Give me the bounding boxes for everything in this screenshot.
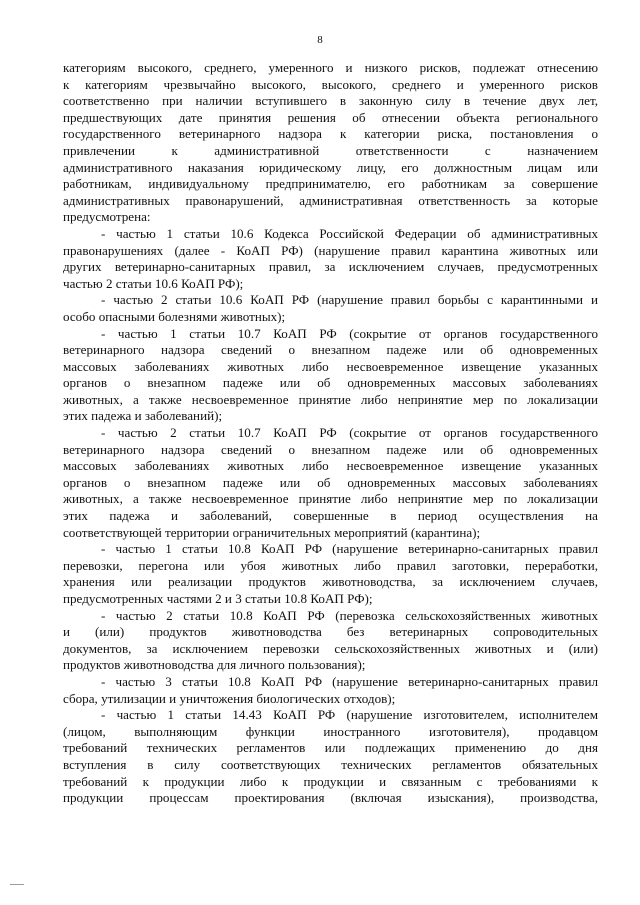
paragraph-line: предшествующих дате принятия решения об отнесении объекта регионального [63,109,598,125]
paragraph-line: соответственно при наличии вступившего в законную силу в течение двух лет, [63,93,598,109]
document-body [63,60,598,807]
list-item-line: правонарушениях (далее - КоАП РФ) (нарушение правил карантина животных или [63,242,598,258]
scan-mark [10,884,24,885]
list-item-line: - частью 2 статьи 10.8 КоАП РФ (перевозка сельскохозяйственных животных [101,607,598,623]
list-item-line: продуктов животноводства для личного пользования); [63,657,366,673]
list-item-line: (лицом, выполняющим функции иностранного изготовителя), продавцом [63,723,598,739]
paragraph-line: категориям высокого, среднего, умеренного и низкого рисков, подлежат отнесению [63,60,598,75]
list-item-line: этих падежа и заболеваний); [63,408,223,424]
list-item-line: животных, а также несвоевременное принятие либо непринятие мер по локализации [63,391,598,407]
list-item-line: - частью 2 статьи 10.7 КоАП РФ (сокрытие от органов государственного [101,425,598,441]
list-item-line: - частью 1 статьи 10.6 Кодекса Российской Федерации об административных [101,225,598,241]
list-item-line: соответствующей территории ограничительных мероприятий (карантина); [63,524,481,540]
paragraph-line: работникам, индивидуальному предпринимателю, его работникам за совершение [63,176,598,192]
list-item-line: вступления в силу соответствующих технических регламентов обязательных [63,756,598,772]
list-item-line: массовых заболеваниях животных либо несвоевременное извещение указанных [63,458,598,474]
list-item-line: органов о внезапном падеже или об одновременных массовых заболеваниях [63,375,598,391]
list-item-line: требований технических регламентов или подлежащих применению до дня [63,740,598,756]
list-item-line: ветеринарного надзора сведений о внезапном падеже или об одновременных [63,441,598,457]
list-item-line: перевозки, перегона или убоя животных либо правил заготовки, переработки, [63,557,598,573]
list-item-line: животных, а также несвоевременное принятие либо непринятие мер по локализации [63,491,598,507]
paragraph-line: предусмотрена: [63,209,151,225]
paragraph-line: привлечении к административной ответственности с назначением [63,142,598,158]
list-item-line: - частью 1 статьи 10.7 КоАП РФ (сокрытие от органов государственного [101,325,598,341]
list-item-line: других ветеринарно-санитарных правил, за исключением случаев, предусмотренных [63,259,598,275]
list-item-line: - частью 1 статьи 14.43 КоАП РФ (нарушение изготовителем, исполнителем [101,707,598,723]
paragraph-line: административных правонарушений, административная ответственность за которые [63,192,598,208]
list-item-line: этих падежа и заболеваний, совершенные в период осуществления на [63,508,598,524]
list-item-line: предусмотренных частями 2 и 3 статьи 10.8 КоАП РФ); [63,591,373,606]
list-item-line: хранения или реализации продуктов животноводства, за исключением случаев, [63,574,598,590]
paragraph-line: государственного ветеринарного надзора к категории риска, постановления о [63,126,598,142]
list-item-line: - частью 1 статьи 10.8 КоАП РФ (нарушение ветеринарно-санитарных правил [101,541,598,557]
list-item-line: и (или) продуктов животноводства без ветеринарных сопроводительных [63,624,598,640]
paragraph-line: административного наказания юридическому лицу, его должностным лицам или [63,159,598,175]
list-item-line: частью 2 статьи 10.6 КоАП РФ); [63,275,244,291]
page-number: 8 [317,34,323,46]
list-item-line: сбора, утилизации и уничтожения биологических отходов); [63,690,396,706]
list-item-line: - частью 3 статьи 10.8 КоАП РФ (нарушение ветеринарно-санитарных правил [101,673,598,689]
list-item-line: особо опасными болезнями животных); [63,308,286,324]
list-item-line: продукции процессам проектирования (включая изыскания), производства, [63,790,598,806]
list-item-line: - частью 2 статьи 10.6 КоАП РФ (нарушение правил борьбы с карантинными и [101,292,598,308]
list-item-line: документов, за исключением перевозки сельскохозяйственных животных и (или) [63,640,598,656]
paragraph-line: к категориям чрезвычайно высокого, высокого, среднего и умеренного рисков [63,76,598,92]
list-item-line: органов о внезапном падеже или об одновременных массовых заболеваниях [63,474,598,490]
list-item-line: требований к продукции либо к продукции и связанным с требованиями к [63,773,598,789]
list-item-line: ветеринарного надзора сведений о внезапном падеже или об одновременных [63,342,598,358]
list-item-line: массовых заболеваниях животных либо несвоевременное извещение указанных [63,358,598,374]
